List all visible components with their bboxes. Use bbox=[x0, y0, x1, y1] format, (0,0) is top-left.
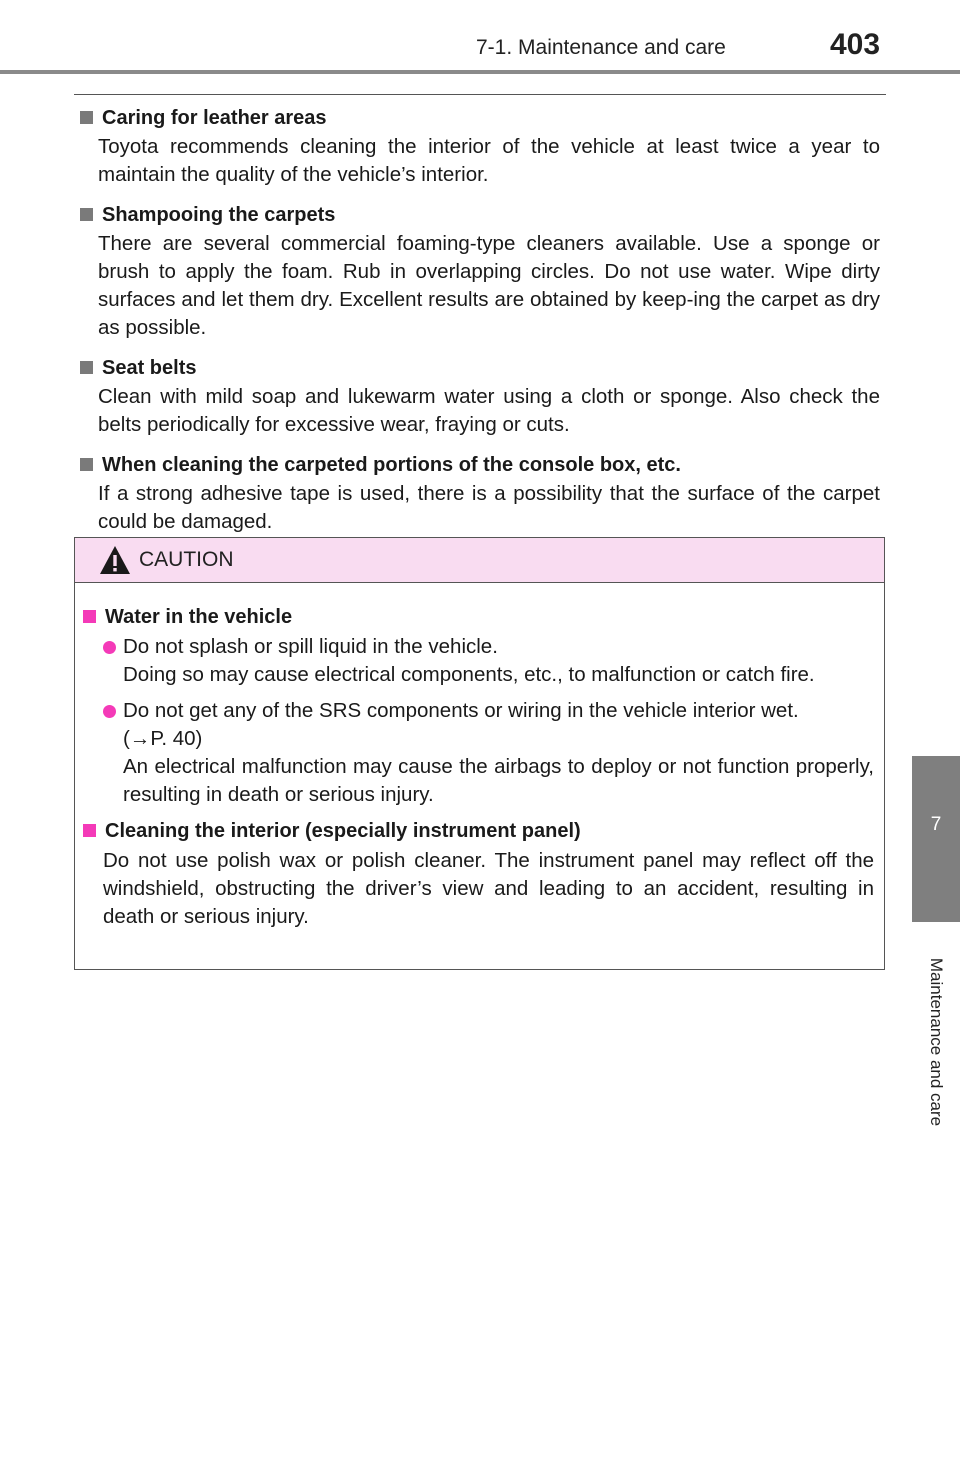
section-title: When cleaning the carpeted portions of the console box, etc. bbox=[102, 454, 681, 476]
caution-bullet bbox=[83, 633, 874, 689]
square-marker-icon bbox=[80, 111, 93, 124]
section-body: There are several commercial foaming-type cleaners available. Use a sponge or brush to apply the foam. Rub in overlapping circles. Do not use water. Wipe dirty surfaces and let them dry. Excellent results are obtained by keep-ing the carpet as dry as possible. bbox=[98, 232, 880, 339]
bullet-dot-icon bbox=[103, 641, 116, 654]
caution-section-body: Do not use polish wax or polish cleaner. The instrument panel may reflect off the windshield, obstructing the driver’s view and leading to an accident, resulting in death or serious injury. bbox=[103, 849, 874, 928]
section-leather bbox=[80, 104, 880, 189]
bullet-line: An electrical malfunction may cause the airbags to deploy or not function properly, resulting in death or serious injury. bbox=[123, 755, 874, 806]
warning-triangle-icon bbox=[99, 545, 131, 575]
chapter-tab[interactable] bbox=[912, 756, 960, 922]
square-marker-icon bbox=[80, 208, 93, 221]
chapter-label-container bbox=[912, 928, 960, 1156]
caution-body bbox=[75, 583, 884, 931]
chapter-label: Maintenance and care bbox=[927, 957, 946, 1127]
square-marker-icon bbox=[80, 458, 93, 471]
header-section-title: 7-1. Maintenance and care bbox=[476, 36, 726, 59]
square-marker-icon bbox=[83, 824, 96, 837]
caution-bullet bbox=[83, 697, 874, 809]
caution-title: CAUTION bbox=[139, 548, 234, 571]
page-number: 403 bbox=[830, 28, 881, 61]
bullet-line: Doing so may cause electrical components, etc., to malfunction or catch fire. bbox=[123, 663, 815, 686]
caution-header bbox=[75, 538, 884, 583]
bullet-line: Do not get any of the SRS components or wiring in the vehicle interior wet. bbox=[123, 699, 799, 722]
section-console-box bbox=[80, 451, 880, 536]
square-marker-icon bbox=[83, 610, 96, 623]
section-seat-belts bbox=[80, 354, 880, 439]
content-top-rule bbox=[74, 94, 886, 95]
section-title: Caring for leather areas bbox=[102, 107, 327, 129]
section-title: Seat belts bbox=[102, 357, 197, 379]
section-body: Clean with mild soap and lukewarm water using a cloth or sponge. Also check the belts periodically for excessive wear, fraying or cuts. bbox=[98, 385, 880, 436]
section-title: Shampooing the carpets bbox=[102, 204, 336, 226]
chapter-number: 7 bbox=[930, 814, 942, 835]
section-carpets bbox=[80, 201, 880, 342]
bullet-line: Do not splash or spill liquid in the vehicle. bbox=[123, 635, 498, 658]
caution-section-title: Cleaning the interior (especially instrument panel) bbox=[105, 820, 581, 842]
page-reference-link[interactable]: (→P. 40) bbox=[123, 727, 203, 750]
caution-section-title: Water in the vehicle bbox=[105, 606, 293, 628]
header-rule bbox=[0, 70, 960, 74]
caution-box bbox=[74, 537, 885, 970]
section-body: Toyota recommends cleaning the interior of the vehicle at least twice a year to maintain the quality of the vehicle’s interior. bbox=[98, 135, 880, 186]
square-marker-icon bbox=[80, 361, 93, 374]
page-header bbox=[0, 0, 960, 76]
bullet-dot-icon bbox=[103, 705, 116, 718]
main-content bbox=[80, 104, 880, 548]
section-body: If a strong adhesive tape is used, there is a possibility that the surface of the carpet could be damaged. bbox=[98, 482, 880, 533]
